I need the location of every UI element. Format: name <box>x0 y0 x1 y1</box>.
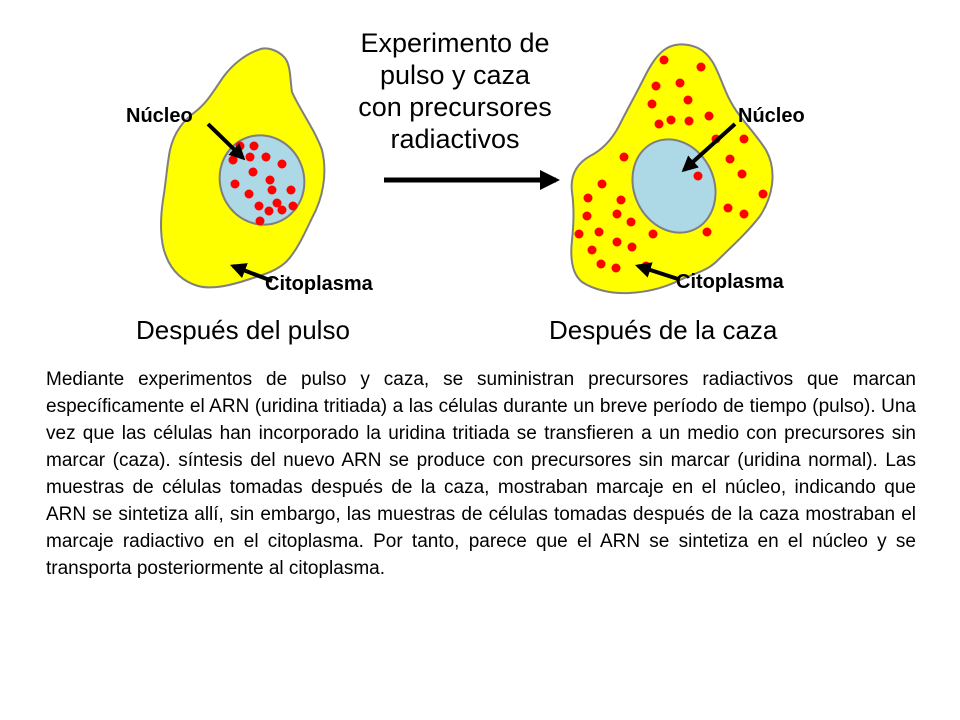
title-line-3: con precursores <box>358 92 552 122</box>
right-dot-31 <box>628 243 637 252</box>
left-caption: Después del pulso <box>136 315 350 345</box>
right-nucleus-label: Núcleo <box>738 105 805 127</box>
left-dot-18 <box>256 217 265 226</box>
right-dot-24 <box>740 210 749 219</box>
right-dot-9 <box>655 120 664 129</box>
title-line-4: radiactivos <box>390 124 520 154</box>
right-dot-19 <box>584 194 593 203</box>
left-dot-2 <box>250 142 259 151</box>
right-caption: Después de la caza <box>549 315 778 345</box>
right-dot-34 <box>612 264 621 273</box>
left-dot-11 <box>268 186 277 195</box>
right-dot-30 <box>613 238 622 247</box>
left-dot-15 <box>289 202 298 211</box>
left-cytoplasm-label: Citoplasma <box>265 273 373 295</box>
right-cell <box>549 44 805 345</box>
right-dot-33 <box>597 260 606 269</box>
left-dot-4 <box>246 153 255 162</box>
right-cytoplasm-label: Citoplasma <box>676 271 784 293</box>
left-dot-7 <box>249 168 258 177</box>
right-dot-20 <box>724 204 733 213</box>
left-dot-14 <box>255 202 264 211</box>
right-dot-7 <box>667 116 676 125</box>
right-dot-27 <box>649 230 658 239</box>
right-dot-22 <box>583 212 592 221</box>
diagram-title <box>358 28 552 154</box>
right-dot-21 <box>617 196 626 205</box>
right-dot-25 <box>627 218 636 227</box>
right-dot-32 <box>588 246 597 255</box>
right-dot-12 <box>740 135 749 144</box>
right-dot-5 <box>684 96 693 105</box>
right-dot-18 <box>598 180 607 189</box>
left-dot-5 <box>262 153 271 162</box>
right-dot-15 <box>694 172 703 181</box>
left-dot-17 <box>265 207 274 216</box>
right-dot-29 <box>595 228 604 237</box>
left-dot-10 <box>287 186 296 195</box>
left-dot-1 <box>236 142 245 151</box>
left-dot-3 <box>229 156 238 165</box>
left-cell <box>126 48 374 345</box>
explanation-text: Mediante experimentos de pulso y caza, se suministran precursores radiactivos que marcan específicamente el ARN (uridina tritiada) a las células durante un breve período de tiempo (pulso). Una vez que las células han incorporado la uridina tritiada se transfieren a un medio con precursores sin marcar (caza). síntesis del nuevo ARN se produce con precursores sin marcar (uridina normal). Las muestras de células tomadas después de la caza, mostraban marcaje en el núcleo, indicando que ARN se sintetiza allí, sin embargo, las muestras de células tomadas después de la caza mostraban el marcaje radiactivo en el citoplasma. Por tanto, parece que el ARN se sintetiza en el núcleo y se transporta posteriormente al citoplasma. <box>46 369 916 579</box>
left-dot-6 <box>278 160 287 169</box>
right-dot-2 <box>697 63 706 72</box>
right-dot-23 <box>613 210 622 219</box>
right-dot-17 <box>759 190 768 199</box>
right-dot-4 <box>652 82 661 91</box>
right-dot-1 <box>660 56 669 65</box>
left-dot-8 <box>266 176 275 185</box>
right-dot-16 <box>738 170 747 179</box>
left-nucleus-label: Núcleo <box>126 105 193 127</box>
right-dot-13 <box>620 153 629 162</box>
right-dot-10 <box>705 112 714 121</box>
left-dot-12 <box>245 190 254 199</box>
right-dot-3 <box>676 79 685 88</box>
right-dot-26 <box>703 228 712 237</box>
left-dot-9 <box>231 180 240 189</box>
left-dot-16 <box>278 206 287 215</box>
right-dot-6 <box>648 100 657 109</box>
right-dot-8 <box>685 117 694 126</box>
title-line-1: Experimento de <box>360 28 550 58</box>
right-dot-14 <box>726 155 735 164</box>
right-dot-28 <box>575 230 584 239</box>
title-line-2: pulso y caza <box>379 60 531 90</box>
